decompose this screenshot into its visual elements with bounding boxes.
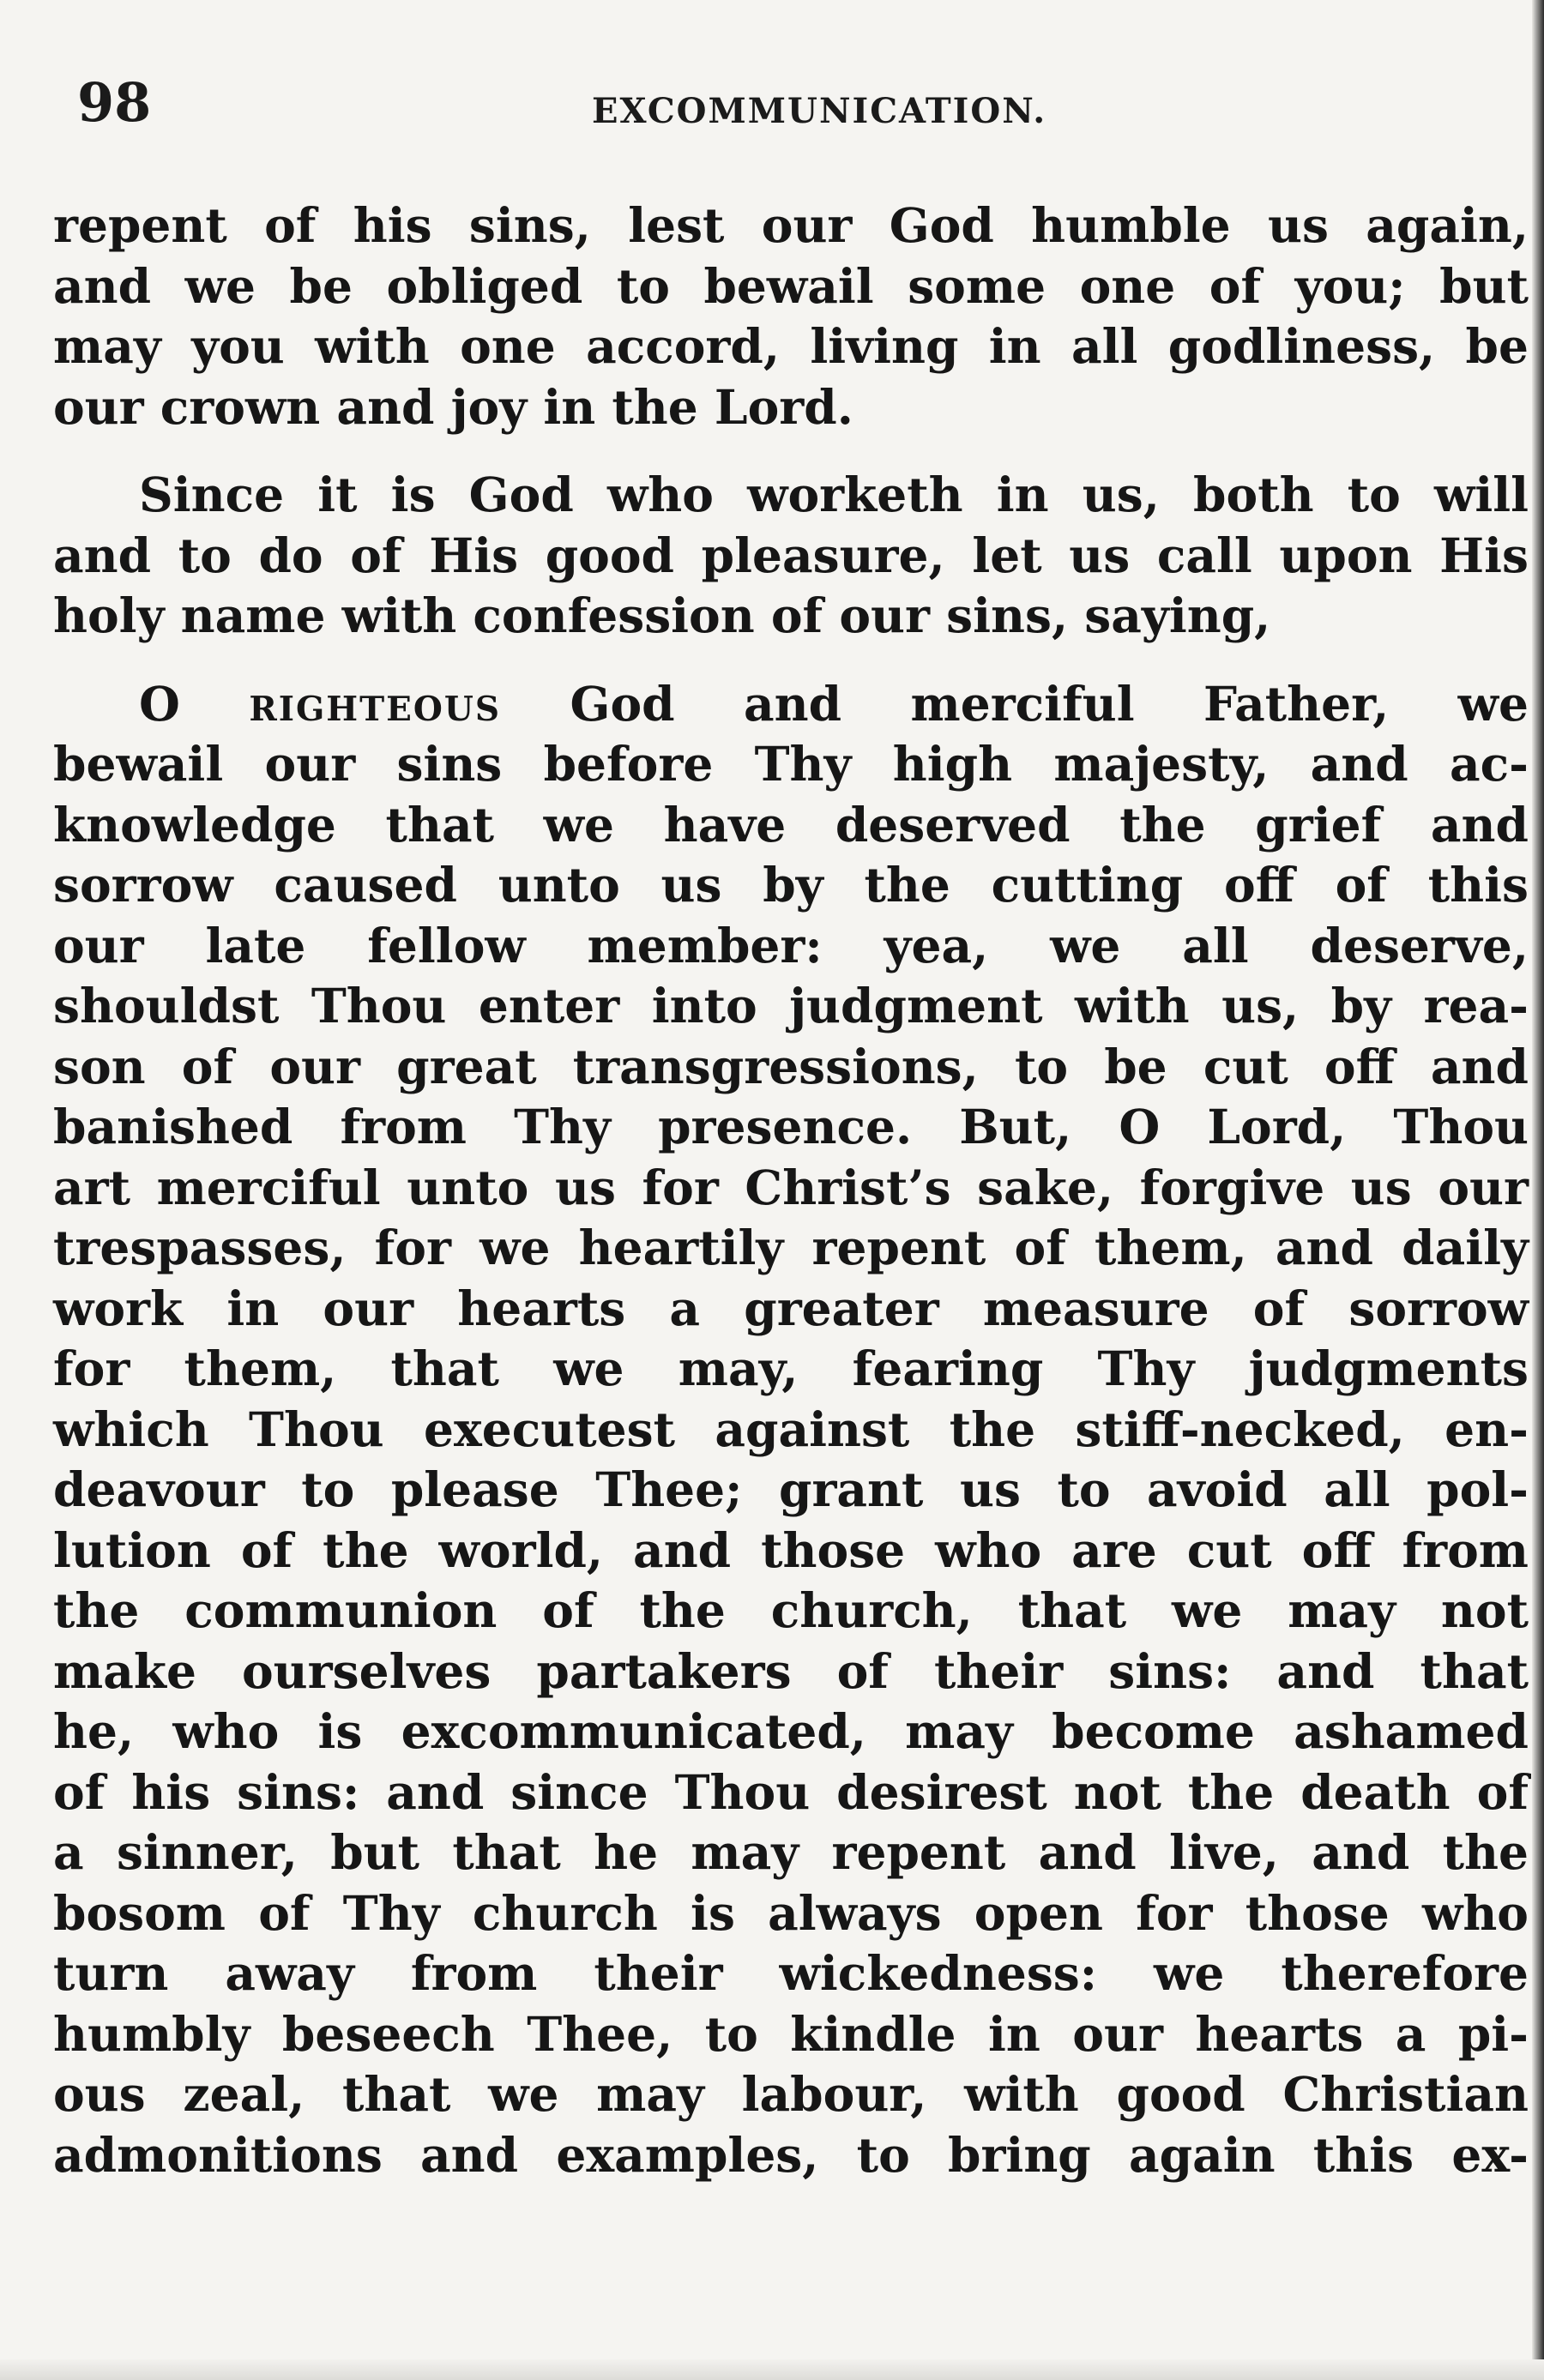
text-line: sorrow caused unto us by the cutting off of this [53, 857, 1529, 913]
prayer-paragraph [53, 674, 1529, 2186]
page-bottom-edge [0, 2359, 1544, 2380]
prayer-first-line [53, 674, 1529, 735]
body-text [53, 196, 1529, 2185]
text-line: a sinner, but that he may repent and live, and the [53, 1824, 1529, 1880]
text-line: of his sins: and since Thou desirest not the death of [53, 1763, 1529, 1820]
paragraph-1 [53, 196, 1529, 437]
text-line: bewail our sins before Thy high majesty, and ac- [53, 736, 1529, 792]
text-line: holy name with confession of our sins, saying, [53, 587, 1271, 643]
text-line: repent of his sins, lest our God humble us again, [53, 197, 1529, 253]
text-line: deavour to please Thee; grant us to avoid all pol- [53, 1461, 1529, 1517]
text-line: which Thou executest against the stiff-necked, en- [53, 1401, 1529, 1457]
text-line: may you with one accord, living in all godliness, be [53, 318, 1529, 374]
running-head: EXCOMMUNICATION. [592, 91, 1047, 131]
text-line: bosom of Thy church is always open for those who [53, 1884, 1529, 1941]
text-line: knowledge that we have deserved the grief and [53, 796, 1529, 853]
text-line: lution of the world, and those who are cut off from [53, 1521, 1529, 1578]
text-line: art merciful unto us for Christ’s sake, forgive us our [53, 1159, 1529, 1215]
text-line: he, who is excommunicated, may become ashamed [53, 1703, 1529, 1759]
text-line: admonitions and examples, to bring again this ex- [53, 2126, 1529, 2183]
first-line-rest: God and merciful Father, we [570, 675, 1529, 732]
text-line: and to do of His good pleasure, let us call upon His [53, 527, 1529, 583]
page-number: 98 [77, 71, 152, 134]
text-line: the communion of the church, that we may not [53, 1582, 1529, 1638]
text-line: make ourselves partakers of their sins: and that [53, 1642, 1529, 1699]
text-line: turn away from their wickedness: we therefore [53, 1945, 1529, 2001]
page-edge-shadow [1532, 0, 1544, 2380]
text-line: and we be obliged to bewail some one of you; but [53, 257, 1529, 314]
text-line: ous zeal, that we may labour, with good Christian [53, 2066, 1529, 2122]
page-header [77, 73, 1484, 150]
text-line: for them, that we may, fearing Thy judgments [53, 1341, 1529, 1396]
text-line: trespasses, for we heartily repent of them, and daily [53, 1220, 1529, 1275]
text-line: humbly beseech Thee, to kindle in our hearts a pi- [53, 2005, 1529, 2062]
text-line: our crown and joy in the Lord. [53, 378, 853, 435]
text-line: banished from Thy presence. But, O Lord, Thou [53, 1099, 1529, 1154]
paragraph-2 [53, 465, 1529, 647]
text-line: work in our hearts a greater measure of sorrow [53, 1280, 1529, 1336]
text-line: our late fellow member: yea, we all deserve, [53, 917, 1529, 973]
text-line: son of our great transgressions, to be cut off and [53, 1038, 1529, 1094]
opening-word: O [139, 675, 180, 732]
text-line: shouldst Thou enter into judgment with us, by rea- [53, 978, 1529, 1033]
text-line: Since it is God who worketh in us, both to will [139, 467, 1529, 522]
opening-smallcaps: righteous [249, 675, 502, 732]
